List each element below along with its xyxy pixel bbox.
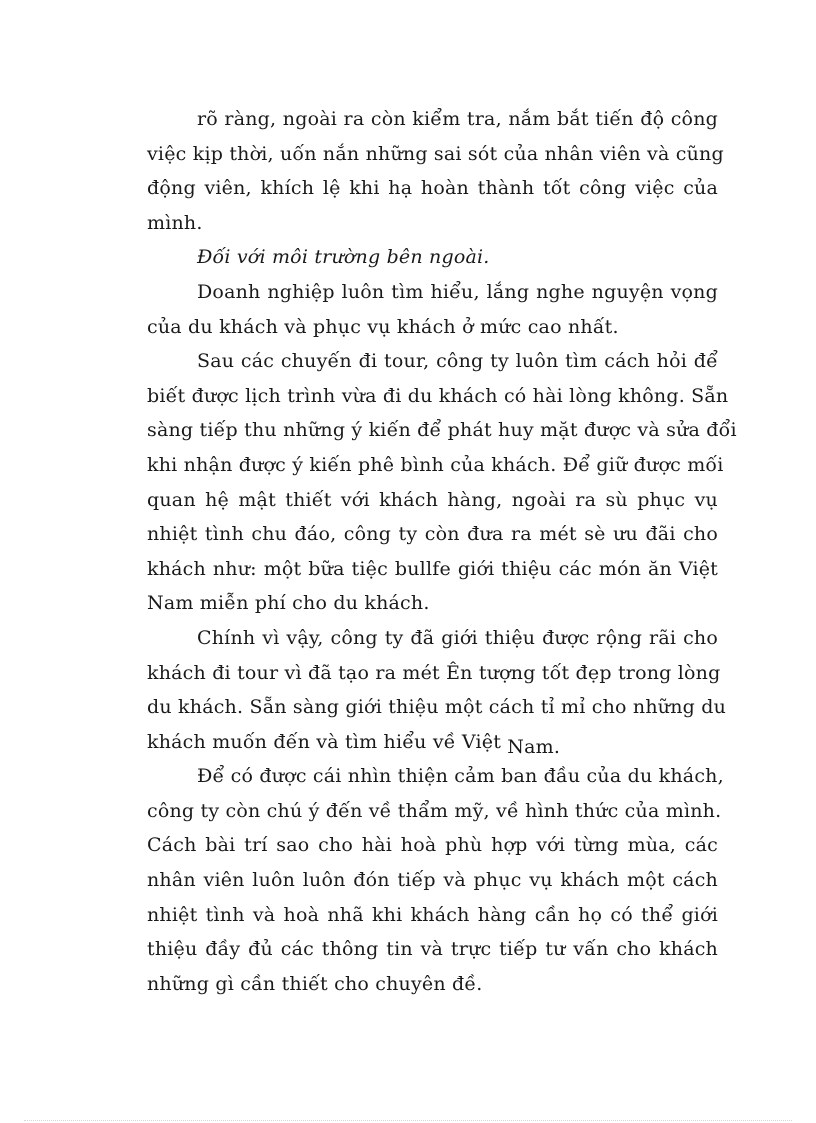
text-line: của du khách và phục vụ khách ở mức cao nhất. — [147, 315, 619, 338]
text-line: khi nhận được ý kiến phê bình của khách. Để giữ được mối — [147, 453, 724, 476]
text-line: rõ ràng, ngoài ra còn kiểm tra, nắm bắt tiến độ công — [197, 108, 718, 130]
text-line: nhân viên luôn luôn đón tiếp và phục vụ khách một cách — [147, 869, 718, 892]
text-line: nhiệt tình chu đáo, công ty còn đưa ra mét sè ưu đãi cho — [147, 523, 718, 546]
text-line: khách đi tour vì đã tạo ra mét Ên tượng tốt đẹp trong lòng — [147, 661, 721, 684]
text-line: Cách bài trí sao cho hài hoà phù hợp với từng mùa, các — [147, 834, 718, 857]
text-line: Nam miễn phí cho du khách. — [147, 592, 430, 615]
section-heading: Đối với môi trường bên ngoài. — [197, 246, 490, 269]
text-line: thiệu đầy đủ các thông tin và trực tiếp tư vấn cho khách — [147, 938, 718, 961]
text-line — [147, 725, 718, 760]
text-line: Sau các chuyến đi tour, công ty luôn tìm cách hỏi để — [197, 350, 718, 373]
text-line: công ty còn chú ý đến về thẩm mỹ, về hình thức của mình. — [147, 799, 722, 822]
text-line: quan hệ mật thiết với khách hàng, ngoài ra sù phục vụ — [147, 488, 718, 511]
text-line: những gì cần thiết cho chuyên đề. — [147, 972, 483, 995]
text-line: Chính vì vậy, công ty đã giới thiệu được rộng rãi cho — [197, 626, 718, 649]
text-line: mình. — [147, 211, 203, 234]
text-line: khách như: một bữa tiệc bullfe giới thiệu các món ăn Việt — [147, 557, 718, 580]
text-line: Doanh nghiệp luôn tìm hiểu, lắng nghe nguyện vọng — [197, 280, 718, 303]
text-segment: khách muốn đến và tìm hiểu về Việt — [147, 730, 502, 753]
body-text — [147, 102, 737, 1001]
text-line: Để có được cái nhìn thiện cảm ban đầu của du khách, — [197, 765, 724, 788]
text-line: việc kịp thời, uốn nắn những sai sót của nhân viên và cũng — [147, 142, 724, 165]
text-line: sàng tiếp thu những ý kiến để phát huy mặt được và sửa đổi — [147, 419, 737, 442]
text-segment-lowered: Nam. — [507, 735, 561, 758]
page-footer-rule — [24, 1120, 792, 1121]
text-line: biết được lịch trình vừa đi du khách có hài lòng không. Sẵn — [147, 384, 729, 407]
text-line: nhiệt tình và hoà nhã khi khách hàng cần họ có thể giới — [147, 903, 718, 926]
text-line: động viên, khích lệ khi hạ hoàn thành tốt công việc của — [147, 177, 718, 200]
text-line: du khách. Sẵn sàng giới thiệu một cách tỉ mỉ cho những du — [147, 696, 727, 719]
